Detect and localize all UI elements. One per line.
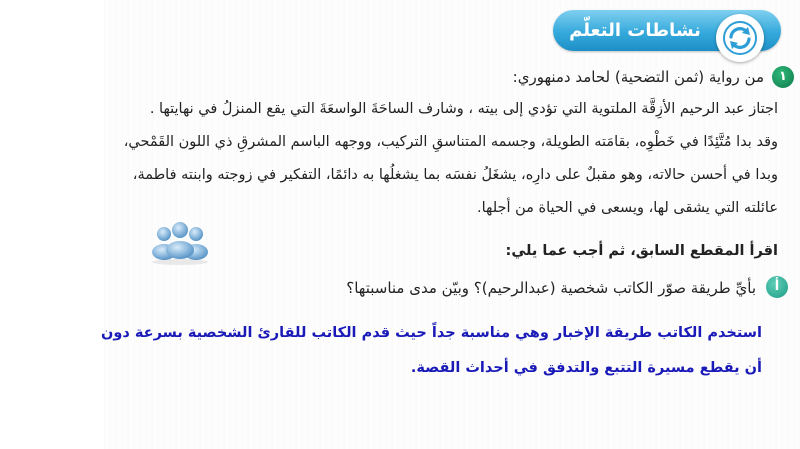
section-number-badge: ١ — [772, 66, 794, 88]
header-title: نشاطات التعلّم — [569, 20, 701, 41]
paragraph-line-2: وقد بدا مُتَّئِدًا في خَطْوِه، بقامَته الطويلة، وجسمه المتناسقِ التركيب، ووجهه الباسم المشرقِ ذي اللون القَمْحي، — [123, 134, 778, 150]
left-margin — [0, 0, 104, 449]
section-intro: من رواية (ثمن التضحية) لحامد دمنهوري: — [512, 68, 764, 86]
paragraph-line-1: اجتاز عبد الرحيم الأزِقَّة الملتوية التي تؤدي إلى بيته ، وشارف الساحَةَ الواسعَةَ التي يقع المنزلُ في نهايتها . — [149, 101, 778, 117]
answer-line-2: أن يقطع مسيرة التتبع والتدفق في أحداث القصة. — [410, 360, 762, 376]
people-group-icon — [148, 220, 212, 270]
paragraph-line-4: عائلته التي يشقى لها، ويسعى في الحياة من أجلها. — [476, 200, 778, 216]
paragraph-line-3: وبدا في أحسن حالاته، وهو مقبلٌ على دارِه، يشغَلُ نفسَه بما يشغلُها به دائمًا، التفكير في زوجته وابنته فاطمة، — [132, 167, 778, 183]
answer-line-1: استخدم الكاتب طريقة الإخبار وهي مناسبة جداً حيث قدم الكاتب للقارئ الشخصية بسرعة دون — [101, 325, 762, 341]
instruction-text: اقرأ المقطع السابق، ثم أجب عما يلي: — [505, 243, 778, 259]
question-text: بأيِّ طريقة صوّر الكاتب شخصية (عبدالرحيم)؟ وبيّن مدى مناسبتها؟ — [346, 279, 756, 297]
refresh-icon[interactable] — [716, 14, 764, 62]
question-letter-badge: أ — [766, 276, 788, 298]
